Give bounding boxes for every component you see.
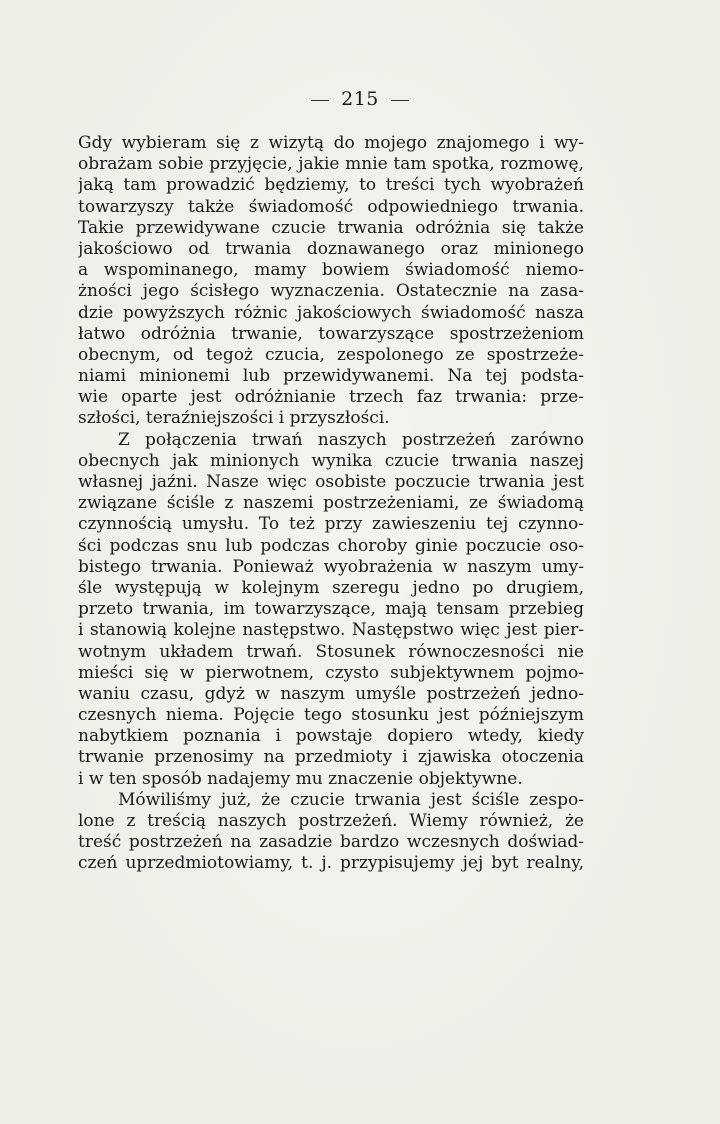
text-line: jaką tam prowadzić będziemy, to treści tych wyobrażeń <box>78 175 584 196</box>
text-line: czeń uprzedmiotowiamy, t. j. przypisujemy jej byt realny, <box>78 853 584 874</box>
text-line: nabytkiem poznania i powstaje dopiero wtedy, kiedy <box>78 726 584 747</box>
text-line: związane ściśle z naszemi postrzeżeniami, ze świadomą <box>78 493 584 514</box>
text-line: żności jego ścisłego wyznaczenia. Ostatecznie na zasa- <box>78 281 584 302</box>
text-line: Mówiliśmy już, że czucie trwania jest ściśle zespo- <box>118 789 584 810</box>
text-line: lone z treścią naszych postrzeżeń. Wiemy również, że <box>78 811 584 831</box>
text-line: trwanie przenosimy na przedmioty i zjawiska otoczenia <box>78 747 584 768</box>
text-line: mieści się w pierwotnem, czysto subjektywnem pojmo- <box>78 662 584 683</box>
text-line: Takie przewidywane czucie trwania odróżnia się także <box>78 217 584 238</box>
text-line: przeto trwania, im towarzyszące, mają tensam przebieg <box>78 599 584 620</box>
body-text <box>78 133 584 875</box>
text-line: jakościowo od trwania doznawanego oraz minionego <box>78 238 584 259</box>
text-line: szłości, teraźniejszości i przyszłości. <box>78 408 390 429</box>
text-line: bistego trwania. Ponieważ wyobrażenia w naszym umy- <box>78 556 584 577</box>
text-line: Z połączenia trwań naszych postrzeżeń zarówno <box>118 429 584 450</box>
text-line: wie oparte jest odróżnianie trzech faz trwania: prze- <box>78 387 584 408</box>
text-line: obrażam sobie przyjęcie, jakie mnie tam spotka, rozmowę, <box>78 154 584 175</box>
page-number: 215 <box>341 88 379 110</box>
text-line: obecnych jak minionych wynika czucie trwania naszej <box>78 450 584 471</box>
text-line: a wspominanego, mamy bowiem świadomość niemo- <box>78 260 584 281</box>
left-dash <box>311 100 329 101</box>
text-line: własnej jaźni. Nasze więc osobiste poczucie trwania jest <box>78 472 584 492</box>
text-line: treść postrzeżeń na zasadzie bardzo wczesnych doświad- <box>78 832 584 853</box>
text-line: i stanowią kolejne następstwo. Następstwo więc jest pier- <box>78 620 584 641</box>
text-line: niami minionemi lub przewidywanemi. Na tej podsta- <box>78 366 584 387</box>
text-line: dzie powyższych różnic jakościowych świadomość nasza <box>78 302 584 323</box>
text-line: towarzyszy także świadomość odpowiedniego trwania. <box>78 196 584 217</box>
text-line: czesnych niema. Pojęcie tego stosunku jest późniejszym <box>78 705 584 726</box>
text-line: Gdy wybieram się z wizytą do mojego znajomego i wy- <box>78 133 584 153</box>
text-line: łatwo odróżnia trwanie, towarzyszące spostrzeżeniom <box>78 323 584 344</box>
text-line: i w ten sposób nadajemy mu znaczenie objektywne. <box>78 768 523 789</box>
text-line: czynnością umysłu. To też przy zawieszeniu tej czynno- <box>78 514 584 535</box>
text-line: wotnym układem trwań. Stosunek równoczesności nie <box>78 641 584 662</box>
text-line: waniu czasu, gdyż w naszym umyśle postrzeżeń jedno- <box>78 683 584 704</box>
page-header <box>0 88 720 110</box>
text-line: obecnym, od tegoż czucia, zespolonego ze spostrzeże- <box>78 344 584 365</box>
right-dash <box>391 100 409 101</box>
text-line: śle występują w kolejnym szeregu jedno po drugiem, <box>78 577 584 598</box>
text-line: ści podczas snu lub podczas choroby ginie poczucie oso- <box>78 535 584 556</box>
